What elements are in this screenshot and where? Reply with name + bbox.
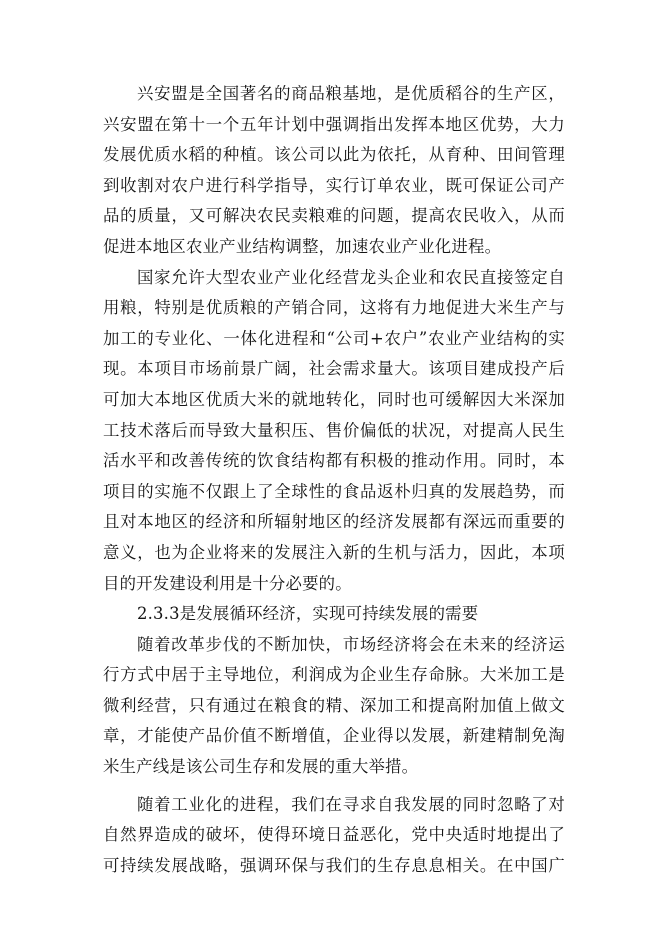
text-line: 工技术落后而导致大量积压、售价偏低的状况，对提高人民生 [103,420,565,440]
text-line: 且对本地区的经济和所辐射地区的经济发展都有深远而重要的 [103,512,565,532]
text-line: 意义，也为企业将来的发展注入新的生机与活力，因此，本项 [103,542,565,562]
text-line: 兴安盟在第十一个五年计划中强调指出发挥本地区优势，大力 [103,114,565,134]
text-line: 促进本地区农业产业结构调整，加速农业产业化进程。 [103,236,502,256]
text-line: 随着工业化的进程，我们在寻求自我发展的同时忽略了对 [137,794,565,814]
text-line: 加工的专业化、一体化进程和“公司+农户”农业产业结构的实 [103,328,565,348]
text-line: 兴安盟是全国著名的商品粮基地，是优质稻谷的生产区， [137,84,565,103]
paragraph-grain-base [103,79,565,263]
text-line: 用粮，特别是优质粮的产销合同，这将有力地促进大米生产与 [103,298,565,318]
text-line: 章，才能使产品价值不断增值，企业得以发展，新建精制免淘 [103,726,565,746]
text-line: 微利经营，只有通过在粮食的精、深加工和提高附加值上做文 [103,695,565,715]
text-line: 可加大本地区优质大米的就地转化，同时也可缓解因大米深加 [103,389,565,409]
text-line: 米生产线是该公司生存和发展的重大举措。 [103,757,419,777]
section-heading-text: 2.3.3是发展循环经济，实现可持续发展的需要 [137,604,479,624]
text-line: 品的质量，又可解决农民卖粮难的问题，提高农民收入，从而 [103,206,565,226]
text-line: 可持续发展战略，强调环保与我们的生存息息相关。在中国广 [103,855,565,875]
text-line: 自然界造成的破坏，使得环境日益恶化，党中央适时地提出了 [103,825,565,845]
text-line: 随着改革步伐的不断加快，市场经济将会在未来的经济运 [137,634,565,654]
text-line: 项目的实施不仅跟上了全球性的食品返朴归真的发展趋势，而 [103,481,565,501]
paragraph-national-policy [103,263,565,600]
document-body [103,79,565,881]
paragraph-market-economy [103,630,565,783]
text-line: 到收割对农户进行科学指导，实行订单农业，既可保证公司产 [103,175,565,195]
paragraph-gap [103,783,565,790]
text-line: 目的开发建设利用是十分必要的。 [103,573,352,593]
paragraph-industrialization [103,790,565,882]
text-line: 国家允许大型农业产业化经营龙头企业和农民直接签定自 [137,267,565,287]
text-line: 现。本项目市场前景广阔，社会需求量大。该项目建成投产后 [103,359,565,379]
section-heading [103,599,565,630]
text-line: 活水平和改善传统的饮食结构都有积极的推动作用。同时，本 [103,451,565,471]
text-line: 发展优质水稻的种植。该公司以此为依托，从育种、田间管理 [103,145,565,165]
text-line: 行方式中居于主导地位，利润成为企业生存命脉。大米加工是 [103,665,565,685]
